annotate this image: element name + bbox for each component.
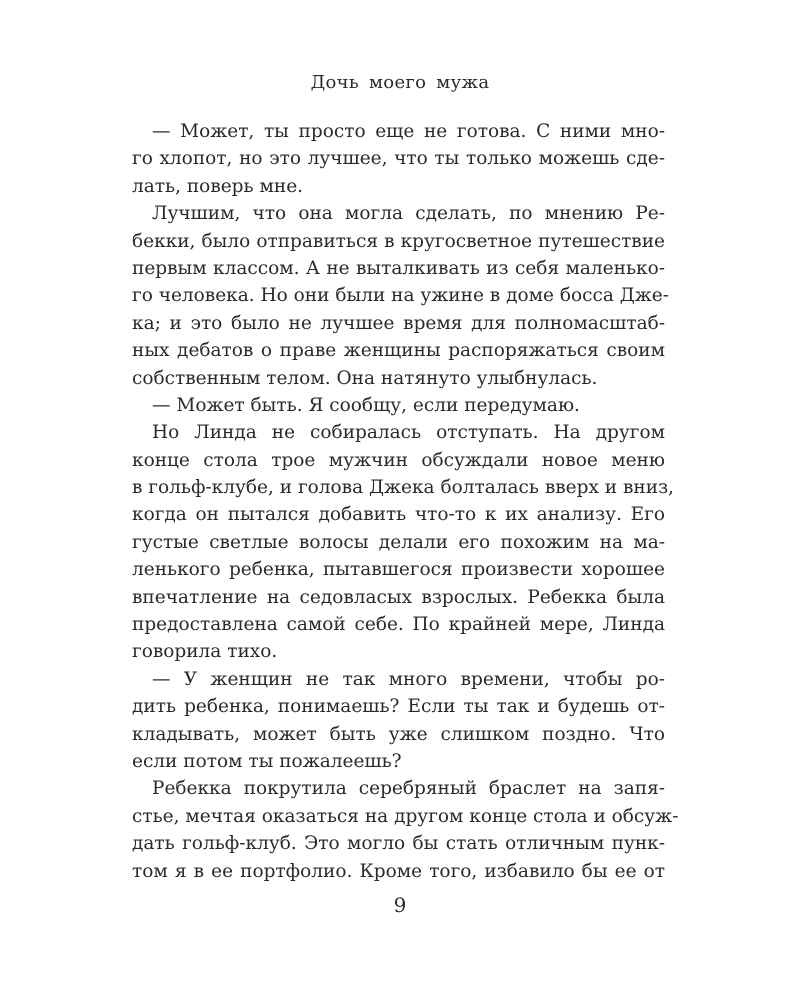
text-line: кладывать, может быть уже слишком поздно. Что xyxy=(132,723,665,745)
text-line: говорила тихо. xyxy=(132,641,278,663)
text-line: конце стола трое мужчин обсуждали новое меню xyxy=(132,449,665,471)
text-line: стье, мечтая оказаться на другом конце стола и обсуж- xyxy=(132,805,679,827)
running-head: Дочь моего мужа xyxy=(310,72,490,93)
text-line: го хлопот, но это лучшее, что ты только можешь сде- xyxy=(132,148,665,170)
text-line: Ребекка покрутила серебряный браслет на запя- xyxy=(152,778,665,800)
text-line: если потом ты пожалеешь? xyxy=(132,750,402,772)
page-number: 9 xyxy=(393,893,407,917)
text-line: густые светлые волосы делали его похожим на ма- xyxy=(132,531,665,553)
text-line: Но Линда не собиралась отступать. На другом xyxy=(152,422,665,444)
text-line: предоставлена самой себе. По крайней мере, Линда xyxy=(132,614,665,636)
text-line: — У женщин не так много времени, чтобы ро- xyxy=(152,668,665,690)
text-line: дать гольф-клуб. Это могло бы стать отличным пунк- xyxy=(132,833,665,855)
text-line: — Может, ты просто еще не готова. С ними мно- xyxy=(152,121,665,142)
text-line: когда он пытался добавить что-то к их анализу. Его xyxy=(132,504,665,526)
body-text xyxy=(132,118,679,885)
text-line: в гольф-клубе, и голова Джека болталась вверх и вниз, xyxy=(132,477,675,499)
text-line: ка; и это было не лучшее время для полномасштаб- xyxy=(132,312,665,334)
text-line: первым классом. А не выталкивать из себя маленько- xyxy=(132,257,665,279)
text-line: собственным телом. Она натянуто улыбнулась. xyxy=(132,367,598,389)
text-line: бекки, было отправиться в кругосветное путешествие xyxy=(132,230,665,252)
text-line: — Может быть. Я сообщу, если передумаю. xyxy=(152,394,580,416)
text-line: лать, поверь мне. xyxy=(132,175,304,197)
text-line: го человека. Но они были на ужине в доме босса Дже- xyxy=(132,285,669,307)
text-line: дить ребенка, понимаешь? Если ты так и будешь от- xyxy=(132,696,665,718)
text-line: ных дебатов о праве женщины распоряжаться своим xyxy=(132,340,665,362)
text-line: впечатление на седовласых взрослых. Ребекка была xyxy=(132,586,665,608)
text-line: том я в ее портфолио. Кроме того, избавило бы ее от xyxy=(132,860,665,882)
text-line: Лучшим, что она могла сделать, по мнению Ре- xyxy=(152,203,665,225)
text-line: ленького ребенка, пытавшегося произвести хорошее xyxy=(132,559,665,581)
